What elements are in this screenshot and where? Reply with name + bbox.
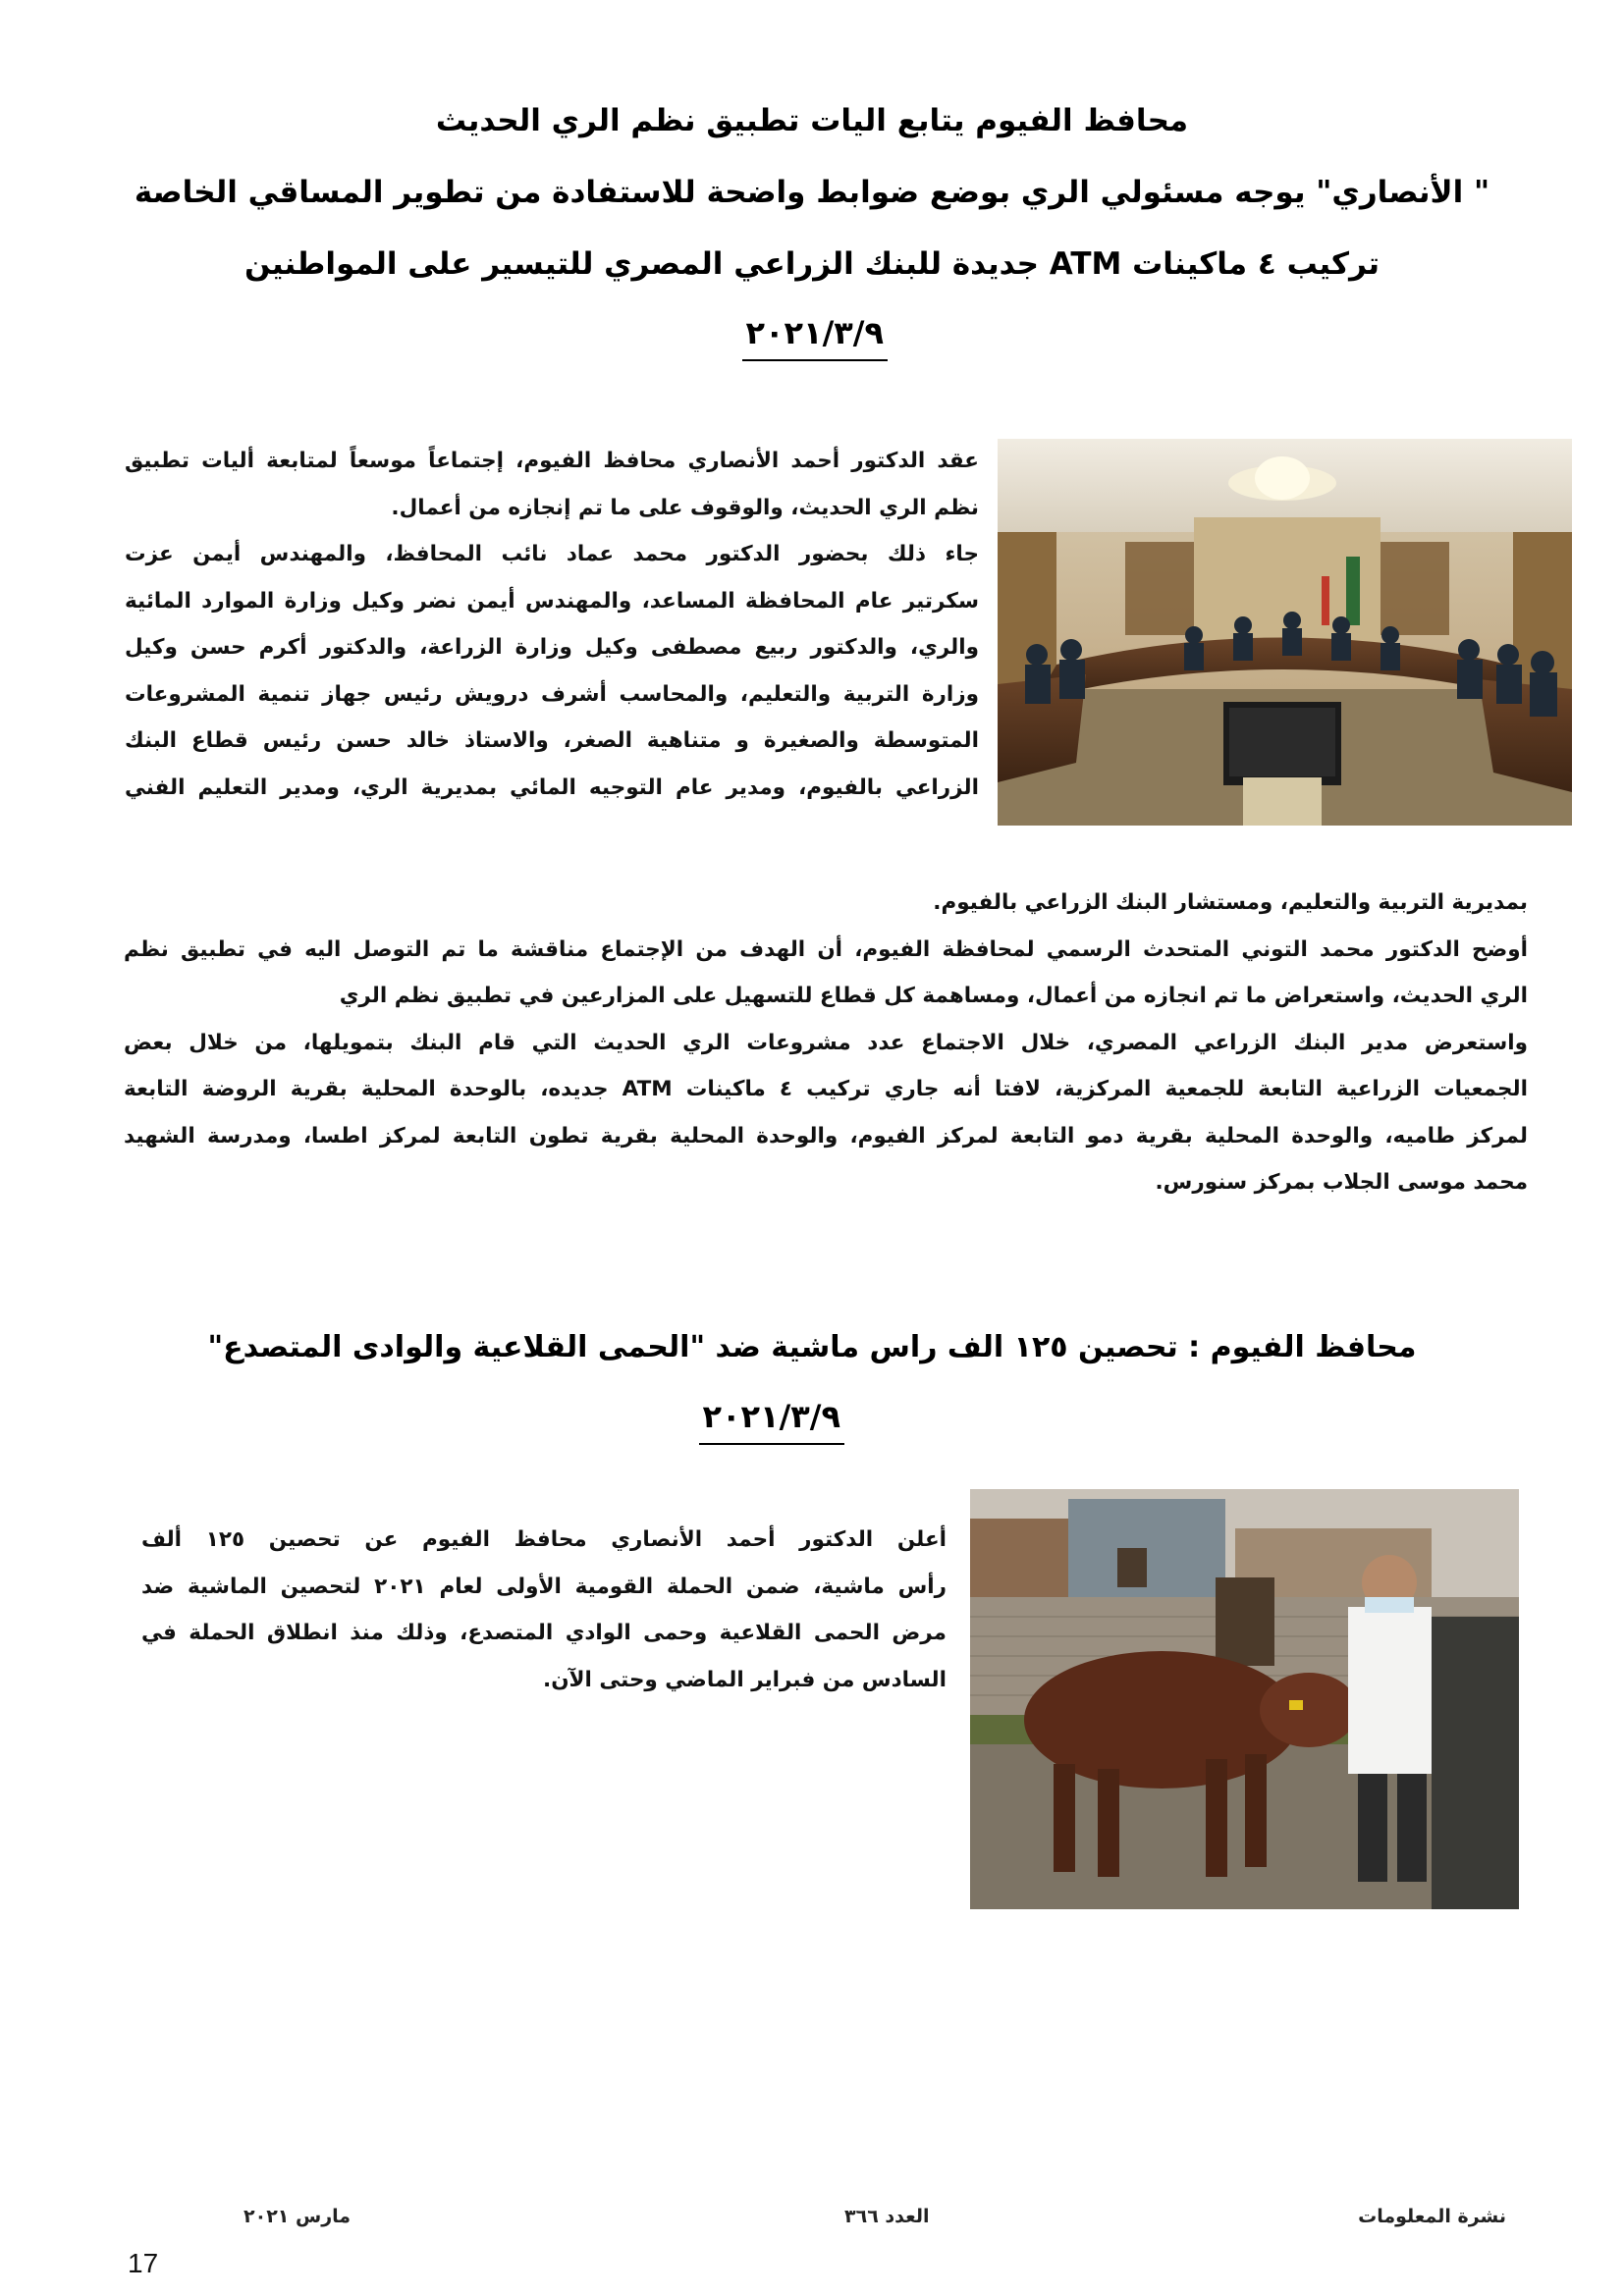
article2-line: مرض الحمى القلاعية وحمى الوادي المتصدع، وذلك منذ انطلاق الحملة في: [141, 1621, 947, 1645]
article1-line: عقد الدكتور أحمد الأنصاري محافظ الفيوم، إجتماعاً موسعاً لمتابعة أليات تطبيق: [125, 449, 979, 473]
meeting-room-illustration: [998, 439, 1572, 826]
article1-date: ٢٠٢١/٣/٩: [742, 310, 888, 361]
article1-headline-3: تركيب ٤ ماكينات ATM جديدة للبنك الزراعي المصري للتيسير على المواطنين: [244, 246, 1380, 282]
footer-publication: نشرة المعلومات: [1358, 2206, 1506, 2227]
page-number: 17: [128, 2248, 159, 2278]
article1-line: الزراعي بالفيوم، ومدير عام التوجيه المائي بمديرية الري، ومدير التعليم الفني: [125, 774, 979, 800]
article1-line: واستعرض مدير البنك الزراعي المصري، خلال الاجتماع عدد مشروعات الري الحديث التي قام البنك بتمويلها، من خلال بعض: [124, 1030, 1528, 1055]
article1-line: سكرتير عام المحافظة المساعد، والمهندس أيمن نضر وكيل وزارة الموارد المائية: [125, 588, 979, 614]
article1-line: والري، والدكتور ربيع مصطفى وكيل وزارة الزراعة، والدكتور أكرم حسن وكيل: [125, 635, 979, 660]
article1-line: الري الحديث، واستعراض ما تم انجازه من أعمال، ومساهمة كل قطاع للتسهيل على المزارعين في تطبيق نظم الري: [339, 984, 1528, 1008]
article1-line: محمد موسى الجلاب بمركز سنورس.: [1155, 1170, 1528, 1195]
article1-body-full-width: [124, 880, 1528, 1206]
footer-issue: العدد ٣٦٦: [844, 2206, 930, 2227]
article2-headline: محافظ الفيوم : تحصين ١٢٥ الف راس ماشية ضد "الحمى القلاعية والوادى المتصدع": [207, 1330, 1417, 1364]
article1-headline-1: محافظ الفيوم يتابع اليات تطبيق نظم الري الحديث: [435, 103, 1189, 138]
article1-line: بمديرية التربية والتعليم، ومستشار البنك الزراعي بالفيوم.: [933, 890, 1528, 915]
article1-headline-2: " الأنصاري" يوجه مسئولي الري بوضع ضوابط واضحة للاستفادة من تطوير المساقي الخاصة: [134, 175, 1490, 210]
article1-line: لمركز طاميه، والوحدة المحلية بقرية دمو التابعة لمركز الفيوم، والوحدة المحلية بقرية تطون التابعة لمركز اطسا، ومدرسة الشهيد: [124, 1123, 1528, 1148]
article1-line: نظم الري الحديث، والوقوف على ما تم إنجازه من أعمال.: [391, 495, 979, 520]
article1-body-beside-photo: [125, 438, 979, 811]
article1-line: الجمعيات الزراعية التابعة للجمعية المركزية، لافتا أنه جاري تركيب ٤ ماكينات ATM جديده، بالوحدة المحلية بقرية الروضة التابعة: [124, 1077, 1528, 1101]
article1-line: أوضح الدكتور محمد التوني المتحدث الرسمي لمحافظة الفيوم، أن الهدف من الإجتماع مناقشة ما تم التوصل اليه في تطبيق نظم: [124, 936, 1528, 962]
meeting-room-photo: [998, 439, 1572, 826]
veterinarian-cow-photo: [970, 1489, 1519, 1909]
veterinarian-cow-illustration: [970, 1489, 1519, 1909]
article2-date: ٢٠٢١/٣/٩: [699, 1394, 844, 1445]
article2-body: [141, 1517, 947, 1703]
article2-line: السادس من فبراير الماضي وحتى الآن.: [543, 1667, 947, 1692]
article1-line: المتوسطة والصغيرة و متناهية الصغر، والاستاذ خالد حسن رئيس قطاع البنك: [125, 728, 979, 753]
footer-month: مارس ٢٠٢١: [244, 2206, 352, 2227]
article2-line: أعلن الدكتور أحمد الأنصاري محافظ الفيوم عن تحصين ١٢٥ ألف: [141, 1527, 947, 1552]
article1-line: جاء ذلك بحضور الدكتور محمد عماد نائب المحافظ، والمهندس أيمن عزت: [125, 542, 979, 566]
article2-line: رأس ماشية، ضمن الحملة القومية الأولى لعام ٢٠٢١ لتحصين الماشية ضد: [141, 1574, 947, 1599]
article1-line: وزارة التربية والتعليم، والمحاسب أشرف درويش رئيس جهاز تنمية المشروعات: [125, 681, 979, 707]
